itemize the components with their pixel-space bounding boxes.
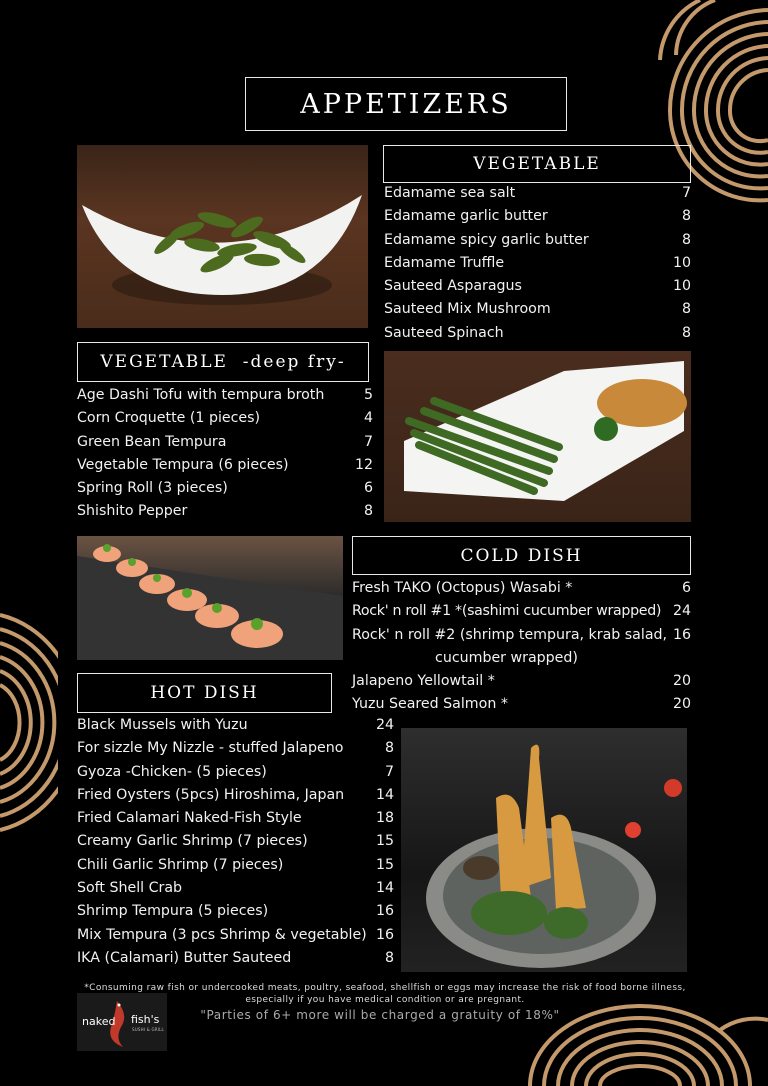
hot-dish-menu <box>77 714 394 970</box>
page-title <box>245 77 567 131</box>
menu-item <box>77 407 373 430</box>
menu-item-price: 8 <box>681 301 691 318</box>
menu-item-price: 8 <box>384 740 394 757</box>
menu-item-name: Age Dashi Tofu with tempura broth <box>77 387 325 403</box>
menu-item-price: 10 <box>672 278 691 295</box>
menu-item <box>77 854 394 877</box>
menu-item-name: Sauteed Asparagus <box>384 278 522 295</box>
menu-item-price: 4 <box>363 410 373 427</box>
menu-item-price: 7 <box>681 185 691 201</box>
menu-item <box>77 807 394 830</box>
menu-item-price: 12 <box>354 456 373 473</box>
menu-item-name: Green Bean Tempura <box>77 433 227 450</box>
menu-item <box>77 737 394 760</box>
menu-item-name: IKA (Calamari) Butter Sauteed <box>77 949 292 966</box>
page-title-text: APPETIZERS <box>300 88 512 120</box>
menu-item-name: Corn Croquette (1 pieces) <box>77 410 261 427</box>
logo-text-right: fish's <box>131 1013 160 1026</box>
vegetable-deep-fry-menu <box>77 384 373 524</box>
menu-item-name: Sauteed Mix Mushroom <box>384 301 551 318</box>
menu-item <box>77 947 394 970</box>
menu-item-name: Gyoza -Chicken- (5 pieces) <box>77 763 267 780</box>
logo-tagline: SUSHI & GRILL <box>132 1027 164 1032</box>
food-safety-disclaimer-text: *Consuming raw fish or undercooked meats, poultry, seafood, shellfish or eggs may increase the risk of food borne illness, especially if you have medical condition or are pregnant. <box>84 983 686 1005</box>
menu-item-name: Jalapeno Yellowtail * <box>352 673 495 690</box>
menu-item <box>384 322 691 345</box>
section-title-cold-dish <box>352 536 691 575</box>
menu-item <box>77 714 394 737</box>
menu-item-price: 6 <box>681 580 691 596</box>
menu-item-price: 8 <box>384 949 394 966</box>
menu-item <box>77 431 373 454</box>
menu-item <box>77 477 373 500</box>
menu-item-price: 16 <box>375 903 394 920</box>
menu-item-price: 14 <box>375 786 394 803</box>
menu-item-name-continued: cucumber wrapped) <box>435 649 578 666</box>
menu-item <box>77 784 394 807</box>
restaurant-logo <box>77 993 167 1051</box>
menu-item-name: Edamame sea salt <box>384 185 516 201</box>
gratuity-notice <box>180 1008 580 1022</box>
menu-item-name: Rock' n roll #2 (shrimp tempura, krab salad, <box>352 626 668 643</box>
menu-item-price: 7 <box>363 433 373 450</box>
menu-item-price: 18 <box>375 810 394 827</box>
vegetable-menu <box>384 182 691 345</box>
menu-item <box>352 693 691 716</box>
menu-item <box>77 877 394 900</box>
logo-text-left: naked <box>82 1015 116 1028</box>
menu-item <box>384 229 691 252</box>
menu-item-price: 5 <box>363 387 373 403</box>
menu-item-name: Fresh TAKO (Octopus) Wasabi * <box>352 580 573 596</box>
menu-item-price: 8 <box>681 208 691 225</box>
menu-item <box>77 924 394 947</box>
menu-item-name: Fried Calamari Naked-Fish Style <box>77 810 302 827</box>
menu-item-name: Spring Roll (3 pieces) <box>77 480 228 497</box>
menu-item-price: 16 <box>375 926 394 943</box>
menu-item-continued <box>352 647 691 670</box>
menu-item-name: Shrimp Tempura (5 pieces) <box>77 903 269 920</box>
decorative-arc-pattern-left <box>0 605 58 840</box>
menu-item-price: 7 <box>384 763 394 780</box>
menu-item <box>384 252 691 275</box>
menu-item-price: 14 <box>375 880 394 897</box>
menu-item-price: 6 <box>363 480 373 497</box>
seared-salmon-photo <box>77 536 343 660</box>
menu-item-name: Edamame garlic butter <box>384 208 548 225</box>
menu-item-price: 20 <box>672 696 691 713</box>
menu-item-price: 24 <box>672 603 691 620</box>
menu-item-price: 24 <box>375 717 394 733</box>
menu-item <box>77 830 394 853</box>
menu-item <box>384 275 691 298</box>
cold-dish-menu <box>352 577 691 717</box>
menu-item-price: 8 <box>363 503 373 520</box>
menu-item-name: Fried Oysters (5pcs) Hiroshima, Japan <box>77 786 345 803</box>
menu-item-name: Chili Garlic Shrimp (7 pieces) <box>77 856 284 873</box>
menu-item-name: For sizzle My Nizzle - stuffed Jalapeno <box>77 740 344 757</box>
menu-item-name: Creamy Garlic Shrimp (7 pieces) <box>77 833 308 850</box>
menu-item <box>384 298 691 321</box>
section-title-cold-dish-text: COLD DISH <box>460 545 583 566</box>
menu-item <box>384 205 691 228</box>
menu-item-name: Sauteed Spinach <box>384 324 504 341</box>
menu-item-name: Vegetable Tempura (6 pieces) <box>77 456 289 473</box>
menu-item-name: Edamame spicy garlic butter <box>384 231 589 248</box>
section-title-vegetable-deep-fry-text: VEGETABLE -deep fry- <box>100 352 346 372</box>
menu-item <box>352 577 691 600</box>
menu-item-price: 15 <box>375 856 394 873</box>
menu-item-price: 20 <box>672 673 691 690</box>
menu-item-price: 16 <box>672 626 691 643</box>
tempura-photo <box>401 728 687 972</box>
menu-item-price: 10 <box>672 254 691 271</box>
menu-item <box>352 670 691 693</box>
menu-item-price: 8 <box>681 231 691 248</box>
menu-item <box>77 900 394 923</box>
menu-item-name: Soft Shell Crab <box>77 880 183 897</box>
section-title-vegetable <box>383 145 691 183</box>
asparagus-photo <box>384 351 691 522</box>
section-title-hot-dish-text: HOT DISH <box>150 683 259 703</box>
menu-item <box>77 454 373 477</box>
section-title-hot-dish <box>77 673 332 713</box>
food-safety-disclaimer <box>80 982 690 1006</box>
menu-item <box>77 384 373 407</box>
menu-item-name: Black Mussels with Yuzu <box>77 717 248 733</box>
menu-item <box>77 500 373 523</box>
edamame-photo <box>77 145 368 328</box>
menu-item-name: Mix Tempura (3 pcs Shrimp & vegetable) <box>77 926 367 943</box>
menu-item-name: Shishito Pepper <box>77 503 188 520</box>
menu-item <box>352 600 691 623</box>
menu-item-name: Yuzu Seared Salmon * <box>352 696 508 713</box>
menu-item-price: 8 <box>681 324 691 341</box>
menu-item <box>352 624 691 647</box>
menu-item <box>384 182 691 205</box>
menu-item-price: 15 <box>375 833 394 850</box>
gratuity-notice-text: "Parties of 6+ more will be charged a gratuity of 18%" <box>200 1008 560 1022</box>
menu-item <box>77 761 394 784</box>
menu-item-name: Edamame Truffle <box>384 254 505 271</box>
section-title-vegetable-text: VEGETABLE <box>473 154 601 174</box>
menu-item-name: Rock' n roll #1 *(sashimi cucumber wrapped) <box>352 603 662 620</box>
section-title-vegetable-deep-fry <box>77 342 369 382</box>
